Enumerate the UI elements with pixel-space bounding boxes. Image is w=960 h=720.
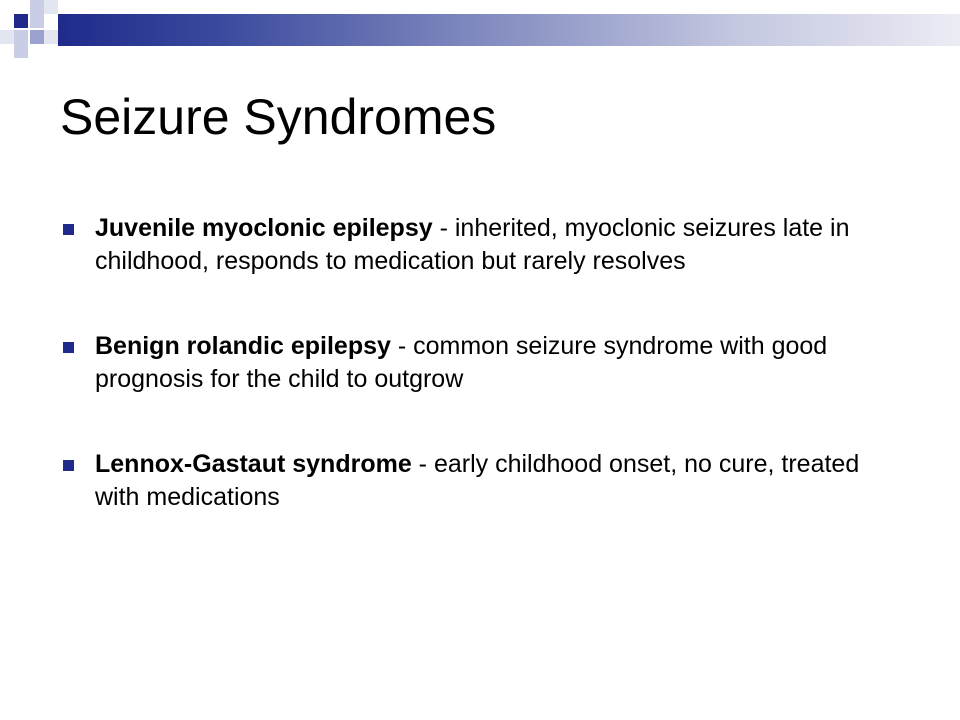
- decorative-square: [30, 14, 44, 28]
- square-bullet-icon: [63, 342, 74, 353]
- square-bullet-icon: [63, 224, 74, 235]
- decorative-square: [14, 14, 28, 28]
- bullet-description: - early childhood onset, no cure, treated with medications: [95, 450, 860, 511]
- bullet-item: [60, 212, 900, 278]
- bullet-description: - inherited, myoclonic seizures late in childhood, responds to medication but rarely resolves: [95, 214, 850, 275]
- decorative-square: [14, 30, 28, 58]
- bullet-item: [60, 330, 900, 396]
- bullet-list: [60, 212, 900, 566]
- decorative-square: [0, 30, 14, 44]
- bullet-term: Benign rolandic epilepsy: [95, 332, 391, 360]
- bullet-item: [60, 448, 900, 514]
- decorative-square: [44, 30, 58, 44]
- bullet-term: Lennox-Gastaut syndrome: [95, 450, 412, 478]
- slide-title: Seizure Syndromes: [60, 89, 497, 145]
- decorative-square: [44, 0, 58, 14]
- bullet-term: Juvenile myoclonic epilepsy: [95, 214, 433, 242]
- decorative-square: [30, 30, 44, 44]
- bullet-description: - common seizure syndrome with good prognosis for the child to outgrow: [95, 332, 828, 393]
- header-gradient-band: [58, 14, 960, 46]
- square-bullet-icon: [63, 460, 74, 471]
